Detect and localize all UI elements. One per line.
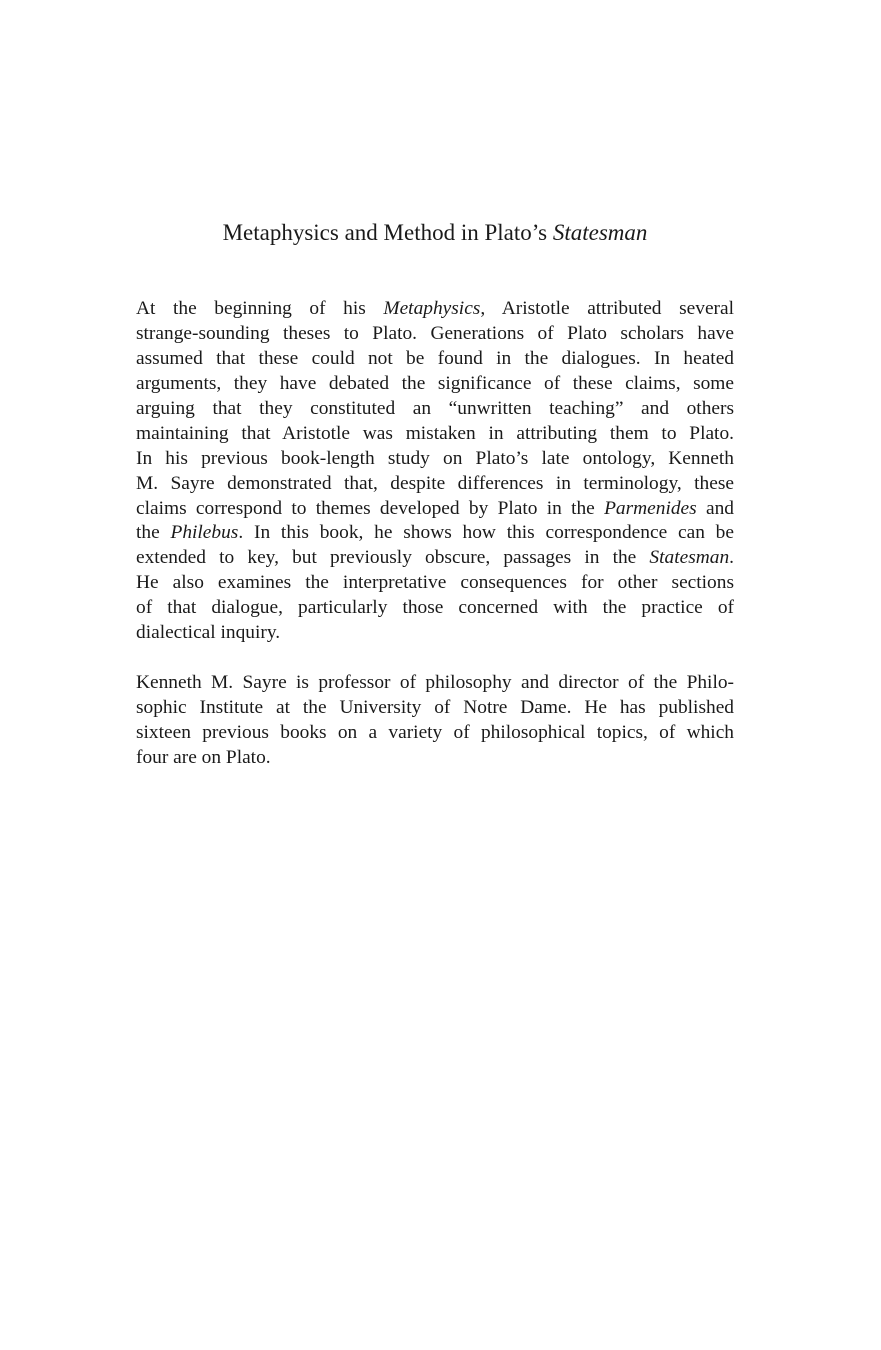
- text-segment: the: [136, 522, 171, 544]
- text-line: [136, 696, 734, 721]
- text-line: [136, 447, 734, 472]
- text-line: [136, 596, 734, 621]
- text-line: [136, 347, 734, 372]
- text-line: [136, 322, 734, 347]
- text-segment: and: [696, 497, 734, 519]
- text-segment: dialectical inquiry.: [136, 622, 281, 644]
- text-line: [136, 422, 734, 447]
- italic-title-text: Parmenides: [604, 497, 697, 519]
- text-segment: , Aristotle attributed several: [480, 298, 735, 319]
- text-line: [136, 372, 734, 397]
- text-line: [136, 472, 734, 497]
- text-segment: Kenneth M. Sayre is professor of philosophy and director of the Philo-: [136, 672, 734, 693]
- italic-title-text: Philebus: [170, 522, 239, 544]
- italic-title-text: Statesman: [649, 547, 730, 569]
- text-line: [136, 497, 734, 522]
- text-segment: strange-sounding theses to Plato. Generations of Plato scholars have: [136, 322, 734, 344]
- text-segment: extended to key, but previously obscure, passages in the: [136, 547, 650, 569]
- text-segment: .: [729, 547, 734, 569]
- description-paragraph: [136, 297, 734, 646]
- text-segment: assumed that these could not be found in the dialogues. In heated: [136, 347, 734, 369]
- text-segment: In his previous book-length study on Plato’s late ontology, Kenneth: [136, 447, 734, 469]
- text-line: [136, 521, 734, 546]
- text-segment: arguments, they have debated the significance of these claims, some: [136, 372, 734, 394]
- text-line: [136, 671, 734, 696]
- text-line: [136, 721, 734, 746]
- text-segment: arguing that they constituted an “unwritten teaching” and others: [136, 397, 734, 419]
- text-segment: sixteen previous books on a variety of philosophical topics, of which: [136, 721, 734, 743]
- text-line: [136, 746, 734, 771]
- text-segment: He also examines the interpretative consequences for other sections: [136, 572, 734, 594]
- text-line: [136, 571, 734, 596]
- text-line: [136, 397, 734, 422]
- italic-title-text: Metaphysics: [383, 298, 481, 319]
- text-line: [136, 621, 734, 646]
- text-line: [136, 297, 734, 322]
- text-line: [136, 546, 734, 571]
- text-segment: of that dialogue, particularly those concerned with the practice of: [136, 597, 734, 619]
- book-title: [0, 218, 870, 248]
- text-segment: At the beginning of his: [136, 298, 384, 319]
- text-segment: . In this book, he shows how this correspondence can be: [238, 522, 734, 544]
- text-segment: four are on Plato.: [136, 746, 271, 768]
- author-bio-paragraph: [136, 671, 734, 771]
- book-title-main: Metaphysics and Method in Plato’s: [222, 220, 553, 245]
- text-segment: M. Sayre demonstrated that, despite differences in terminology, these: [136, 472, 734, 494]
- text-segment: maintaining that Aristotle was mistaken in attributing them to Plato.: [136, 422, 734, 444]
- text-segment: claims correspond to themes developed by Plato in the: [136, 497, 605, 519]
- book-title-italic: Statesman: [552, 220, 648, 245]
- text-segment: sophic Institute at the University of Notre Dame. He has published: [136, 696, 734, 718]
